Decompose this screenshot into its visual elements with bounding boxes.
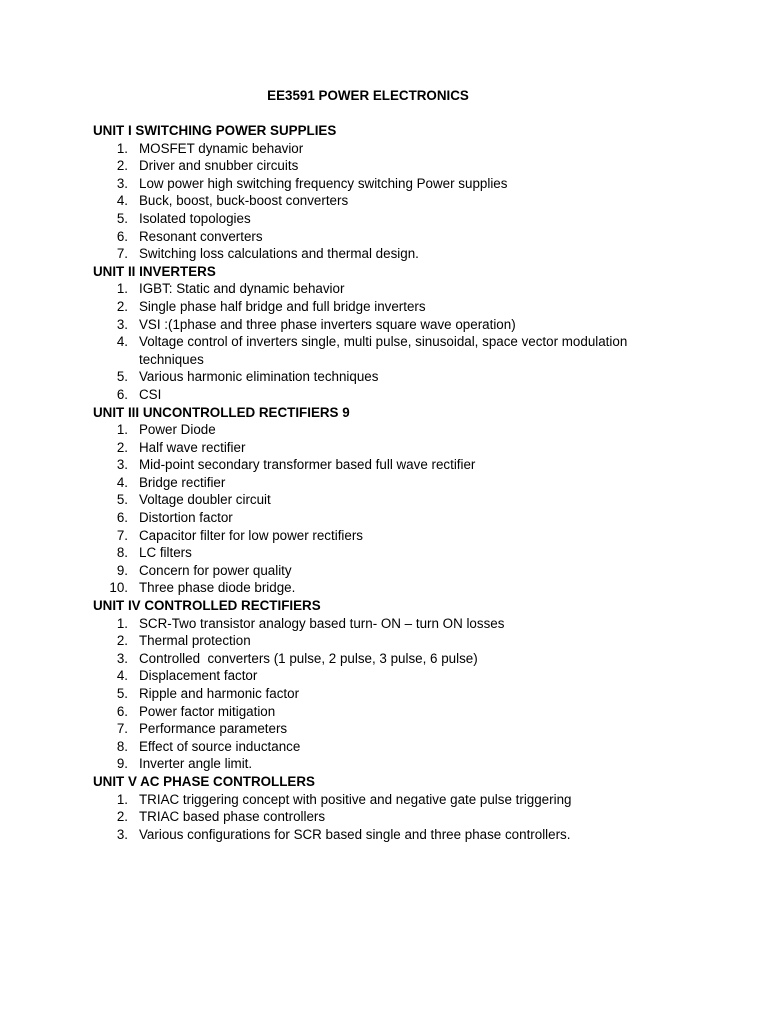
- item-number: 10.: [109, 580, 128, 596]
- list-item: [93, 140, 693, 158]
- list-item: [93, 192, 693, 210]
- item-text: Voltage control of inverters single, multi pulse, sinusoidal, space vector modulation techniques: [139, 334, 628, 367]
- list-item: [93, 386, 693, 404]
- item-text: TRIAC triggering concept with positive and negative gate pulse triggering: [139, 791, 572, 807]
- item-number: 8.: [116, 545, 128, 561]
- item-text: LC filters: [139, 545, 192, 561]
- list-item: [93, 632, 693, 650]
- item-number: 6.: [116, 228, 128, 244]
- list-item: [93, 298, 693, 316]
- item-text: Mid-point secondary transformer based full wave rectifier: [139, 457, 476, 473]
- list-item: [93, 562, 693, 580]
- list-item: [93, 738, 693, 756]
- item-number: 1.: [116, 791, 128, 807]
- item-number: 2.: [116, 158, 128, 174]
- list-item: [93, 527, 693, 545]
- list-item: [93, 650, 693, 668]
- list-item: [93, 808, 693, 826]
- item-number: 5.: [116, 686, 128, 701]
- list-item: [93, 333, 693, 368]
- item-text: Ripple and harmonic factor: [139, 686, 300, 701]
- list-item: [93, 579, 693, 597]
- unit-heading: UNIT I SWITCHING POWER SUPPLIES: [93, 123, 337, 138]
- list-item: [93, 157, 693, 175]
- unit-heading: UNIT II INVERTERS: [93, 263, 216, 279]
- unit-5: [93, 773, 693, 843]
- list-item: [93, 456, 693, 474]
- list-item: [93, 368, 693, 386]
- topic-list: [93, 421, 693, 597]
- item-number: 7.: [116, 527, 128, 543]
- item-number: 3.: [116, 650, 128, 666]
- document-title: EE3591 POWER ELECTRONICS: [267, 88, 469, 103]
- item-number: 7.: [116, 721, 128, 737]
- list-item: [93, 826, 693, 844]
- item-text: MOSFET dynamic behavior: [139, 140, 304, 156]
- list-item: [93, 685, 693, 703]
- item-text: Power factor mitigation: [139, 703, 276, 719]
- item-number: 6.: [116, 510, 128, 526]
- item-text: Various configurations for SCR based single and three phase controllers.: [139, 826, 571, 842]
- item-text: Single phase half bridge and full bridge inverters: [139, 298, 426, 314]
- item-text: TRIAC based phase controllers: [139, 809, 326, 825]
- item-number: 6.: [116, 703, 128, 719]
- item-text: Various harmonic elimination techniques: [139, 369, 379, 385]
- item-number: 2.: [116, 633, 128, 649]
- item-number: 5.: [116, 492, 128, 508]
- list-item: [93, 491, 693, 509]
- item-number: 3.: [116, 175, 128, 191]
- item-text: Isolated topologies: [139, 210, 251, 226]
- item-number: 4.: [116, 668, 128, 684]
- item-text: Inverter angle limit.: [139, 756, 253, 772]
- item-text: VSI :(1phase and three phase inverters square wave operation): [139, 316, 516, 332]
- item-text: Performance parameters: [139, 721, 288, 737]
- item-number: 3.: [116, 316, 128, 332]
- item-number: 1.: [116, 422, 128, 438]
- topic-list: [93, 280, 693, 403]
- item-text: Resonant converters: [139, 228, 263, 244]
- list-item: [93, 210, 693, 228]
- item-number: 1.: [116, 281, 128, 297]
- item-text: Three phase diode bridge.: [139, 580, 296, 596]
- list-item: [93, 720, 693, 738]
- item-text: Bridge rectifier: [139, 474, 226, 490]
- list-item: [93, 791, 693, 809]
- item-text: Concern for power quality: [139, 562, 292, 578]
- item-text: Effect of source inductance: [139, 738, 301, 754]
- list-item: [93, 615, 693, 633]
- item-text: Displacement factor: [139, 668, 258, 684]
- list-item: [93, 316, 693, 334]
- syllabus-body: [93, 122, 693, 843]
- item-text: Switching loss calculations and thermal design.: [139, 246, 419, 262]
- list-item: [93, 175, 693, 193]
- topic-list: [93, 140, 693, 263]
- item-text: Distortion factor: [139, 510, 233, 526]
- unit-1: [93, 122, 693, 263]
- unit-heading: UNIT III UNCONTROLLED RECTIFIERS 9: [93, 404, 350, 420]
- unit-heading: UNIT IV CONTROLLED RECTIFIERS: [93, 598, 321, 614]
- list-item: [93, 703, 693, 721]
- item-text: Power Diode: [139, 422, 216, 438]
- item-number: 5.: [116, 369, 128, 385]
- item-number: 9.: [116, 562, 128, 578]
- item-number: 2.: [116, 298, 128, 314]
- item-text: Voltage doubler circuit: [139, 492, 271, 508]
- list-item: [93, 509, 693, 527]
- unit-4: [93, 597, 693, 773]
- list-item: [93, 280, 693, 298]
- unit-3: [93, 404, 693, 598]
- list-item: [93, 421, 693, 439]
- item-text: Low power high switching frequency switching Power supplies: [139, 175, 508, 191]
- item-text: Controlled converters (1 pulse, 2 pulse, 3 pulse, 6 pulse): [139, 650, 478, 666]
- item-text: Driver and snubber circuits: [139, 158, 299, 174]
- list-item: [93, 544, 693, 562]
- list-item: [93, 755, 693, 773]
- list-item: [93, 245, 693, 263]
- list-item: [93, 439, 693, 457]
- list-item: [93, 228, 693, 246]
- item-text: SCR-Two transistor analogy based turn- ON – turn ON losses: [139, 615, 505, 631]
- item-number: 5.: [116, 210, 128, 226]
- item-number: 8.: [116, 738, 128, 754]
- item-number: 1.: [116, 615, 128, 631]
- item-text: Buck, boost, buck-boost converters: [139, 193, 349, 209]
- item-number: 6.: [116, 386, 128, 402]
- item-number: 2.: [116, 439, 128, 455]
- topic-list: [93, 791, 693, 844]
- item-text: IGBT: Static and dynamic behavior: [139, 281, 345, 297]
- item-number: 3.: [116, 826, 128, 842]
- item-number: 2.: [116, 809, 128, 825]
- list-item: [93, 667, 693, 685]
- item-number: 4.: [116, 334, 128, 350]
- item-text: Thermal protection: [139, 633, 251, 649]
- item-number: 4.: [116, 474, 128, 490]
- item-number: 9.: [116, 756, 128, 772]
- unit-heading: UNIT V AC PHASE CONTROLLERS: [93, 773, 315, 789]
- item-number: 3.: [116, 457, 128, 473]
- item-number: 7.: [116, 246, 128, 262]
- unit-2: [93, 263, 693, 404]
- item-number: 1.: [116, 140, 128, 156]
- item-text: Capacitor filter for low power rectifiers: [139, 527, 363, 543]
- item-number: 4.: [116, 193, 128, 209]
- item-text: CSI: [139, 386, 162, 402]
- topic-list: [93, 615, 693, 773]
- item-text: Half wave rectifier: [139, 439, 246, 455]
- list-item: [93, 474, 693, 492]
